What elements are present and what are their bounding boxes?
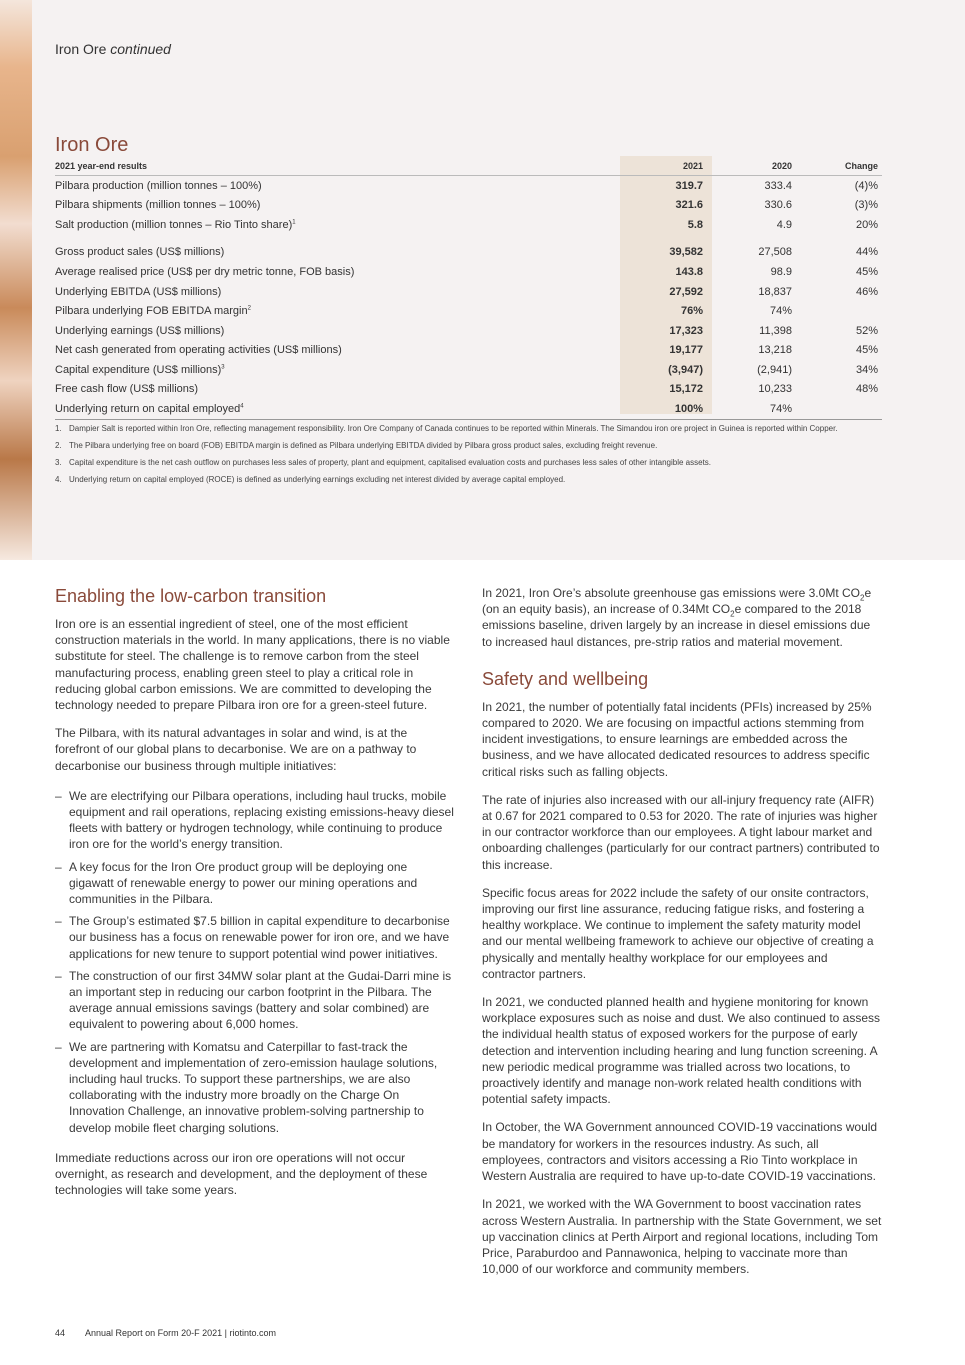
- table-row: [55, 196, 882, 216]
- row-label: [55, 215, 613, 235]
- row-label-text: Underlying earnings (US$ millions): [55, 324, 225, 337]
- value-change: 20%: [855, 218, 878, 231]
- paragraph: Immediate reductions across our iron ore operations will not occur overnight, as research and development, and the deployment of these technologies will take some years.: [55, 1150, 428, 1198]
- value-2021: 319.7: [675, 179, 703, 192]
- paragraph: The Pilbara, with its natural advantages in solar and wind, is at the forefront of our global plans to decarbonise. We are on a pathway to decarbonise our business through multiple initiatives:: [55, 726, 417, 773]
- value-2021: (3,947): [668, 363, 703, 376]
- value-2020: 98.9: [770, 266, 792, 279]
- paragraph: Specific focus areas for 2022 include the safety of our onsite contractors, improving our first line assurance, reducing fatigue risks, and fostering a healthy workplace. We continue to implement the safety maturity model and our mental wellbeing framework to achieve our objective of creating a physically and mentally healthy workplace for our employees and contractor partners.: [482, 885, 874, 981]
- value-2020: (2,941): [757, 363, 792, 376]
- col-change: Change: [796, 157, 882, 176]
- table-row: [55, 341, 882, 361]
- text-fragment: e compared to the 2018 emissions baseline, driven largely by an increase in diesel emissions due to increased haul distances, pre-strip ratios and material movement.: [482, 602, 871, 649]
- subscript: 2: [859, 593, 865, 603]
- col-2021: 2021: [613, 157, 707, 176]
- footnote-ref: 1: [292, 219, 296, 226]
- value-2021: 143.8: [675, 266, 703, 279]
- footnote-text: The Pilbara underlying free on board (FOB) EBITDA margin is defined as Pilbara underlying EBITDA divided by Pilbara gross product sales, excluding freight revenue.: [69, 441, 658, 450]
- value-2020: 4.9: [776, 218, 792, 231]
- row-label-text: Underlying return on capital employed: [55, 402, 241, 415]
- footnotes: [55, 423, 885, 491]
- row-label: [55, 302, 613, 322]
- subscript: 2: [730, 609, 735, 619]
- right-column: [482, 585, 882, 1289]
- table-header-row: [55, 157, 882, 176]
- footnote: [55, 440, 885, 451]
- value-2021: 39,582: [669, 245, 703, 258]
- row-label-text: Pilbara production (million tonnes – 100%): [55, 179, 262, 192]
- value-2021: 76%: [680, 305, 703, 318]
- value-2020: 74%: [769, 305, 792, 318]
- value-change: [796, 399, 882, 419]
- table-row: [55, 399, 882, 419]
- safety-paragraphs: [482, 699, 882, 1278]
- table-row: [55, 215, 882, 235]
- site-link[interactable]: riotinto.com: [229, 1328, 277, 1338]
- value-2020: 74%: [707, 399, 796, 419]
- list-item: – We are electrifying our Pilbara operations, including haul trucks, mobile equipment and rail operations, replacing existing emissions-heavy diesel fleets with battery or hydrogen technology, while continuing to produce iron ore for the world’s energy transition.: [55, 788, 455, 853]
- footnote: [55, 423, 885, 434]
- footer-separator: |: [224, 1328, 227, 1338]
- value-2020: 333.4: [764, 179, 792, 192]
- results-table: [55, 157, 882, 420]
- list-item: – The Group’s estimated $7.5 billion in capital expenditure to decarbonise our business has a focus on renewable power for iron ore, and we have applications for new tenure to support potential wind power initiatives.: [55, 913, 455, 962]
- value-2020: 10,233: [758, 383, 792, 396]
- section-title: Iron Ore: [55, 134, 129, 156]
- paragraph: The rate of injuries also increased with our all-injury frequency rate (AIFR) at 0.67 for 2021 compared to 0.53 for 2020. The rate of injuries was higher in our contractor workforce than our employees. A tight labour market and onboarding challenges (particularly for our contract partners) contributed to this increase.: [482, 792, 880, 872]
- row-label: [55, 282, 613, 302]
- row-label-text: Free cash flow (US$ millions): [55, 383, 199, 396]
- row-label: [55, 399, 613, 419]
- footnote-ref: 3: [221, 364, 225, 371]
- table-caption: 2021 year-end results: [55, 157, 613, 176]
- running-header-title: Iron Ore: [55, 41, 107, 57]
- table-row: [55, 360, 882, 380]
- list-item: – We are partnering with Komatsu and Caterpillar to fast-track the development and implementation of zero-emission haulage solutions, including haul trucks. To support these partnerships, we are also collaborating with the industry more broadly on the Charge On Innovation Challenge, an innovative problem-solving partnership to develop mobile fleet charging solutions.: [55, 1039, 455, 1136]
- row-label-text: Pilbara underlying FOB EBITDA margin: [55, 305, 248, 318]
- initiatives-list: [55, 788, 455, 1136]
- row-label-text: Capital expenditure (US$ millions): [55, 363, 222, 376]
- row-label: [55, 263, 613, 283]
- value-2020: 27,508: [758, 245, 792, 258]
- row-label: [55, 380, 613, 400]
- footnote-number: 4.: [55, 475, 62, 484]
- paragraph: Iron ore is an essential ingredient of steel, one of the most efficient construction materials in the world. In many applications, there is no viable substitute for steel. The challenge is to remove carbon from the steel manufacturing process, enabling green steel to play a critical role in reducing global carbon emissions. We are committed to developing the technology needed to prepare Pilbara iron ore for a green-steel future.: [55, 617, 450, 713]
- value-change: 46%: [855, 285, 878, 298]
- footnote-text: Dampier Salt is reported within Iron Ore, reflecting management responsibility. Iron Ore Company of Canada continues to be reported within Minerals. The Simandou iron ore project in Guinea is reported within Copper.: [69, 424, 838, 433]
- row-label-text: Salt production (million tonnes – Rio Tinto share): [55, 218, 293, 231]
- value-change: 45%: [855, 266, 878, 279]
- text-fragment: In 2021, Iron Ore’s absolute greenhouse gas emissions were 3.0Mt CO: [482, 586, 860, 600]
- footnote-number: 3.: [55, 458, 62, 467]
- value-2021: 100%: [613, 399, 707, 419]
- value-2020: 18,837: [758, 285, 792, 298]
- footnote-text: Underlying return on capital employed (ROCE) is defined as underlying earnings excluding net interest divided by average capital employed.: [69, 475, 566, 484]
- row-label-text: Net cash generated from operating activities (US$ millions): [55, 344, 342, 357]
- table-row: [55, 321, 882, 341]
- col-2020: 2020: [707, 157, 796, 176]
- report-name: Annual Report on Form 20-F 2021: [85, 1328, 223, 1338]
- table-row: [55, 176, 882, 196]
- page-footer: [55, 1328, 276, 1338]
- value-change: [796, 302, 882, 322]
- footnote-ref: 2: [247, 305, 251, 312]
- paragraph: In 2021, we conducted planned health and hygiene monitoring for known workplace exposures such as noise and dust. We also continued to assess the individual health status of exposed workers for the purpose of early detection and intervention including hearing and lung function screening. A new periodic medical programme was trialled across two locations, to proactively identify and manage non-work related health conditions with potential safety impacts.: [482, 995, 881, 1107]
- value-2021: 19,177: [669, 344, 703, 357]
- value-change: 44%: [855, 245, 878, 258]
- heading-safety: Safety and wellbeing: [482, 668, 649, 689]
- value-change: (3)%: [854, 199, 878, 212]
- heading-low-carbon: Enabling the low-carbon transition: [55, 586, 327, 606]
- row-label-text: Average realised price (US$ per dry metric tonne, FOB basis): [55, 266, 355, 279]
- list-item: – The construction of our first 34MW solar plant at the Gudai-Darri mine is an important step in reducing our carbon footprint in the Pilbara. The average annual emissions savings (battery and solar combined) are equivalent to powering about 6,000 homes.: [55, 968, 455, 1033]
- value-2021: 15,172: [669, 383, 703, 396]
- value-change: (4)%: [854, 179, 878, 192]
- row-label-text: Gross product sales (US$ millions): [55, 245, 225, 258]
- text-fragment: e (on an equity basis), an increase of 0.34Mt CO: [482, 586, 872, 617]
- table-row: [55, 263, 882, 283]
- footnote: [55, 474, 885, 485]
- row-label-text: Pilbara shipments (million tonnes – 100%): [55, 199, 261, 212]
- running-header-suffix: continued: [110, 41, 171, 57]
- left-column: [55, 585, 455, 1211]
- value-change: 48%: [855, 383, 878, 396]
- footnote-ref: 4: [240, 403, 244, 410]
- value-2020: 330.6: [764, 199, 792, 212]
- running-header: [55, 41, 171, 57]
- row-label: [55, 235, 613, 263]
- row-label-text: Underlying EBITDA (US$ millions): [55, 285, 222, 298]
- value-2021: 17,323: [669, 324, 703, 337]
- value-change: 52%: [855, 324, 878, 337]
- value-2020: 11,398: [759, 324, 792, 337]
- value-2021: 321.6: [675, 199, 703, 212]
- footnote: [55, 457, 885, 468]
- paragraph: In 2021, we worked with the WA Government to boost vaccination rates across Western Australia. In partnership with the State Government, we set up vaccination clinics at Perth Airport and regional locations, including Tom Price, Paraburdoo and Pannawonica, helping to vaccinate more than 10,000 of our workforce and community members.: [482, 1197, 882, 1277]
- footnote-text: Capital expenditure is the net cash outflow on purchases less sales of property, plant and equipment, capitalised evaluation costs and purchases less sales of other intangible assets.: [69, 458, 712, 467]
- row-label: [55, 176, 613, 196]
- paragraph: In October, the WA Government announced COVID-19 vaccinations would be mandatory for workers in the resources industry. As such, all employees, contractors and visitors accessing a Rio Tinto workplace in Western Australia are required to have up-to-date COVID-19 vaccinations.: [482, 1120, 878, 1184]
- list-item: – A key focus for the Iron Ore product group will be deploying one gigawatt of renewable energy to power our mining operations and communities in the Pilbara.: [55, 859, 455, 908]
- table-row: [55, 235, 882, 263]
- row-label: [55, 341, 613, 361]
- value-change: 34%: [855, 363, 878, 376]
- value-2021: 27,592: [669, 285, 703, 298]
- footnote-number: 1.: [55, 424, 62, 433]
- footnote-number: 2.: [55, 441, 62, 450]
- decorative-photo-strip: [0, 0, 32, 560]
- row-label: [55, 196, 613, 216]
- row-label: [55, 321, 613, 341]
- page-number: 44: [55, 1328, 66, 1338]
- table-row: [55, 282, 882, 302]
- row-label: [55, 360, 613, 380]
- value-2021: 5.8: [687, 218, 703, 231]
- paragraph: In 2021, the number of potentially fatal incidents (PFIs) increased by 25% compared to 2020. We are focusing on impactful actions stemming from incident investigations, to ensure learnings are embedded across the business, and we have allocated dedicated resources to address specific critical risks such as falling objects.: [482, 699, 872, 779]
- emissions-paragraph: [482, 585, 882, 650]
- value-change: 45%: [855, 344, 878, 357]
- table-row: [55, 302, 882, 322]
- table-row: [55, 380, 882, 400]
- value-2020: 13,218: [758, 344, 792, 357]
